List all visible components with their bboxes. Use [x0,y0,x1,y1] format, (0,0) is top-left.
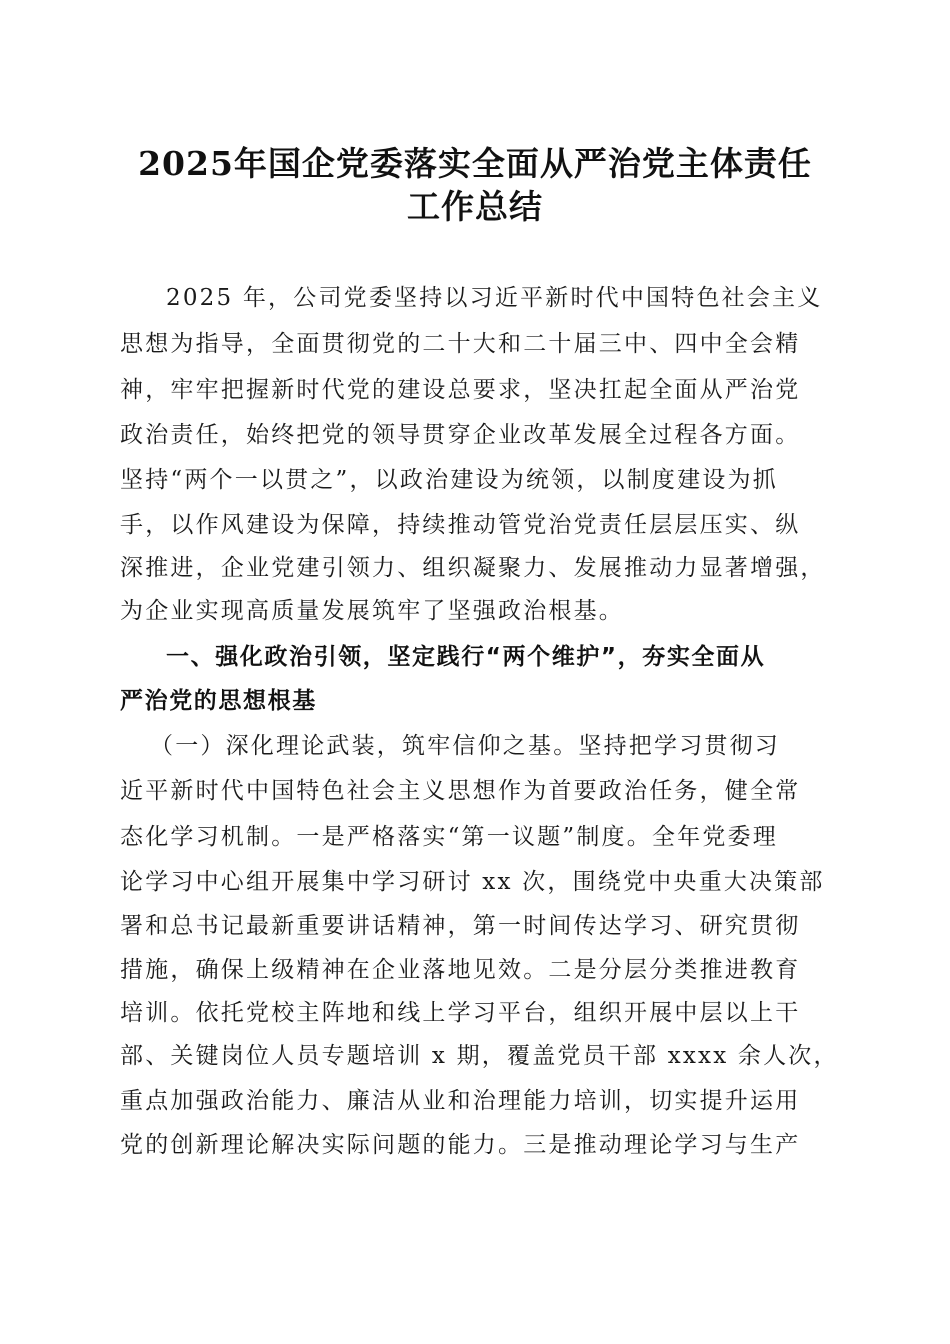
intro-paragraph-line: 深推进，企业党建引领力、组织凝聚力、发展推动力显著增强， [120,555,826,581]
subsection-paragraph-line: 党的创新理论解决实际问题的能力。三是推动理论学习与生产 [120,1132,801,1158]
intro-paragraph-line: 为企业实现高质量发展筑牢了坚强政治根基。 [120,598,624,624]
intro-paragraph-line: 坚持“两个一以贯之”，以政治建设为统领，以制度建设为抓 [120,467,778,493]
intro-paragraph-line: 2025 年，公司党委坚持以习近平新时代中国特色社会主义 [166,285,823,311]
document-title-line-2: 工作总结 [407,187,543,226]
subsection-paragraph-line: 重点加强政治能力、廉洁从业和治理能力培训，切实提升运用 [120,1088,801,1114]
subsection-paragraph-line: 部、关键岗位人员专题培训 x 期，覆盖党员干部 xxxx 余人次， [120,1043,839,1069]
intro-paragraph-line: 思想为指导，全面贯彻党的二十大和二十届三中、四中全会精 [120,331,801,357]
subsection-paragraph-line: 措施，确保上级精神在企业落地见效。二是分层分类推进教育 [120,957,801,983]
subsection-paragraph-line: 态化学习机制。一是严格落实“第一议题”制度。全年党委理 [120,824,778,850]
intro-paragraph-line: 神，牢牢把握新时代党的建设总要求，坚决扛起全面从严治党 [120,377,801,403]
section-heading-line: 严治党的思想根基 [120,688,317,714]
subsection-paragraph-line: （一）深化理论武装，筑牢信仰之基。坚持把学习贯彻习 [150,733,780,759]
section-heading-line: 一、强化政治引领，坚定践行“两个维护”，夯实全面从 [166,644,766,670]
subsection-paragraph-line: 论学习中心组开展集中学习研讨 xx 次，围绕党中央重大决策部 [120,869,825,895]
intro-paragraph-line: 手，以作风建设为保障，持续推动管党治党责任层层压实、纵 [120,512,801,538]
subsection-paragraph-line: 署和总书记最新重要讲话精神，第一时间传达学习、研究贯彻 [120,913,801,939]
intro-paragraph-line: 政治责任，始终把党的领导贯穿企业改革发展全过程各方面。 [120,422,801,448]
subsection-paragraph-line: 近平新时代中国特色社会主义思想作为首要政治任务，健全常 [120,778,801,804]
document-title-line-1: 2025年国企党委落实全面从严治党主体责任 [138,144,812,183]
subsection-paragraph-line: 培训。依托党校主阵地和线上学习平台，组织开展中层以上干 [120,1000,801,1026]
